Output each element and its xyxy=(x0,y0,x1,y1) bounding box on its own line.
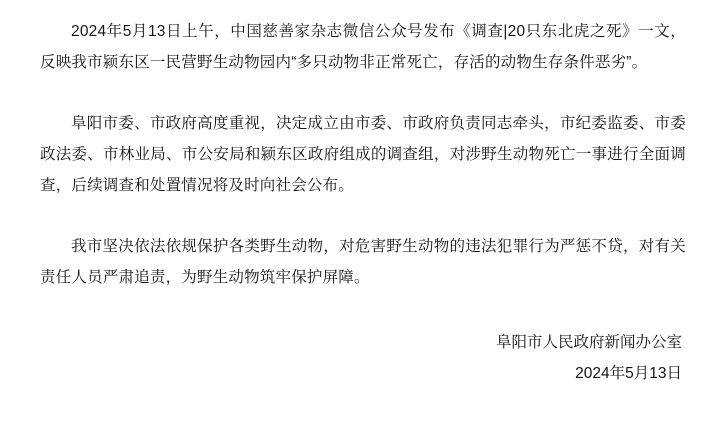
signature-issuer: 阜阳市人民政府新闻办公室 xyxy=(495,334,682,351)
paragraph-1: 2024年5月13日上午，中国慈善家杂志微信公众号发布《调查|20只东北虎之死》一文，反映我市颍东区一民营野生动物园内“多只动物非正常死亡，存活的动物生存条件恶劣”。 xyxy=(40,23,686,71)
signature-block xyxy=(40,327,686,389)
paragraph-2: 阜阳市委、市政府高度重视，决定成立由市委、市政府负责同志牵头，市纪委监委、市委政法委、市林业局、市公安局和颍东区政府组成的调查组，对涉野生动物死亡一事进行全面调查，后续调查和处置情况将及时向社会公布。 xyxy=(40,115,686,194)
document-body xyxy=(40,16,686,293)
paragraph-3: 我市坚决依法依规保护各类野生动物，对危害野生动物的违法犯罪行为严惩不贷，对有关责任人员严肃追责，为野生动物筑牢保护屏障。 xyxy=(40,238,686,286)
signature-date: 2024年5月13日 xyxy=(575,365,682,382)
